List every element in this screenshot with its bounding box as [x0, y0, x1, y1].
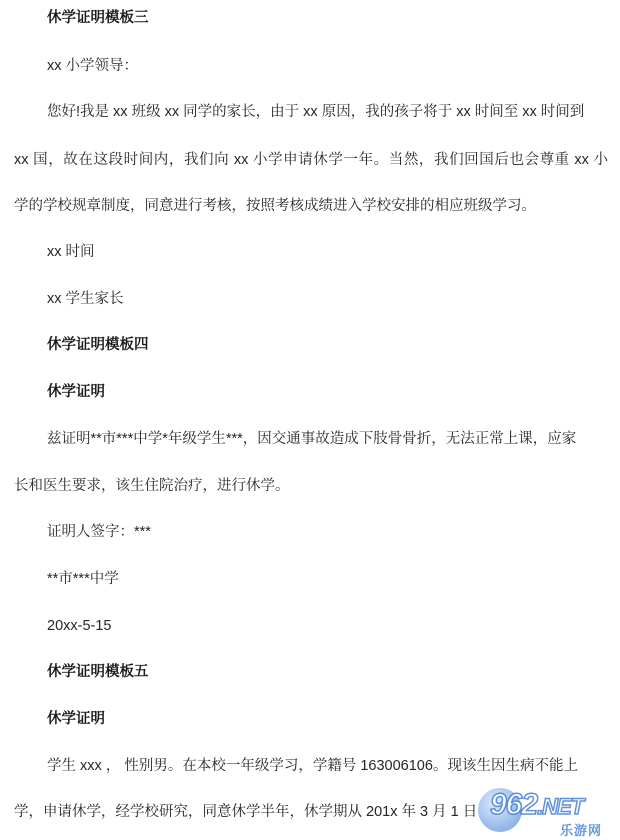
- date-line: 20xx-5-15: [47, 618, 112, 634]
- paragraph-line: xx 国，故在这段时间内，我们向 xx 小学申请休学一年。当然，我们回国后也会尊重 xx 小: [14, 152, 608, 168]
- paragraph-line: 您好!我是 xx 班级 xx 同学的家长，由于 xx 原因，我的孩子将于 xx 时间至 xx 时间到: [47, 104, 585, 120]
- heading-template-5: 休学证明模板五: [47, 664, 149, 680]
- certificate-title: 休学证明: [47, 711, 105, 727]
- logo-text: 962.NET: [490, 788, 584, 821]
- salutation: xx 小学领导：: [47, 58, 139, 74]
- date-line: xx 时间: [47, 244, 95, 260]
- heading-template-3: 休学证明模板三: [47, 10, 149, 26]
- paragraph-line: 学生 xxx ， 性别男。在本校一年级学习，学籍号 163006106。现该生因生病不能上: [47, 758, 578, 774]
- paragraph-line: 长和医生要求，该生住院治疗，进行休学。: [14, 478, 290, 494]
- signature-line: xx 学生家长: [47, 291, 124, 307]
- logo-subtext: 乐游网: [560, 823, 603, 838]
- site-watermark-logo: [472, 784, 620, 840]
- paragraph-line: 兹证明**市***中学*年级学生***，因交通事故造成下肢骨骨折，无法正常上课，应家: [47, 431, 577, 447]
- school-name: **市***中学: [47, 571, 119, 587]
- heading-template-4: 休学证明模板四: [47, 337, 149, 353]
- paragraph-line: 学，申请休学，经学校研究，同意休学半年，休学期从 201x 年 3 月 1 日: [14, 804, 478, 820]
- certificate-title: 休学证明: [47, 384, 105, 400]
- paragraph-line: 学的学校规章制度，同意进行考核，按照考核成绩进入学校安排的相应班级学习。: [14, 198, 536, 214]
- signature-line: 证明人签字：***: [47, 524, 151, 540]
